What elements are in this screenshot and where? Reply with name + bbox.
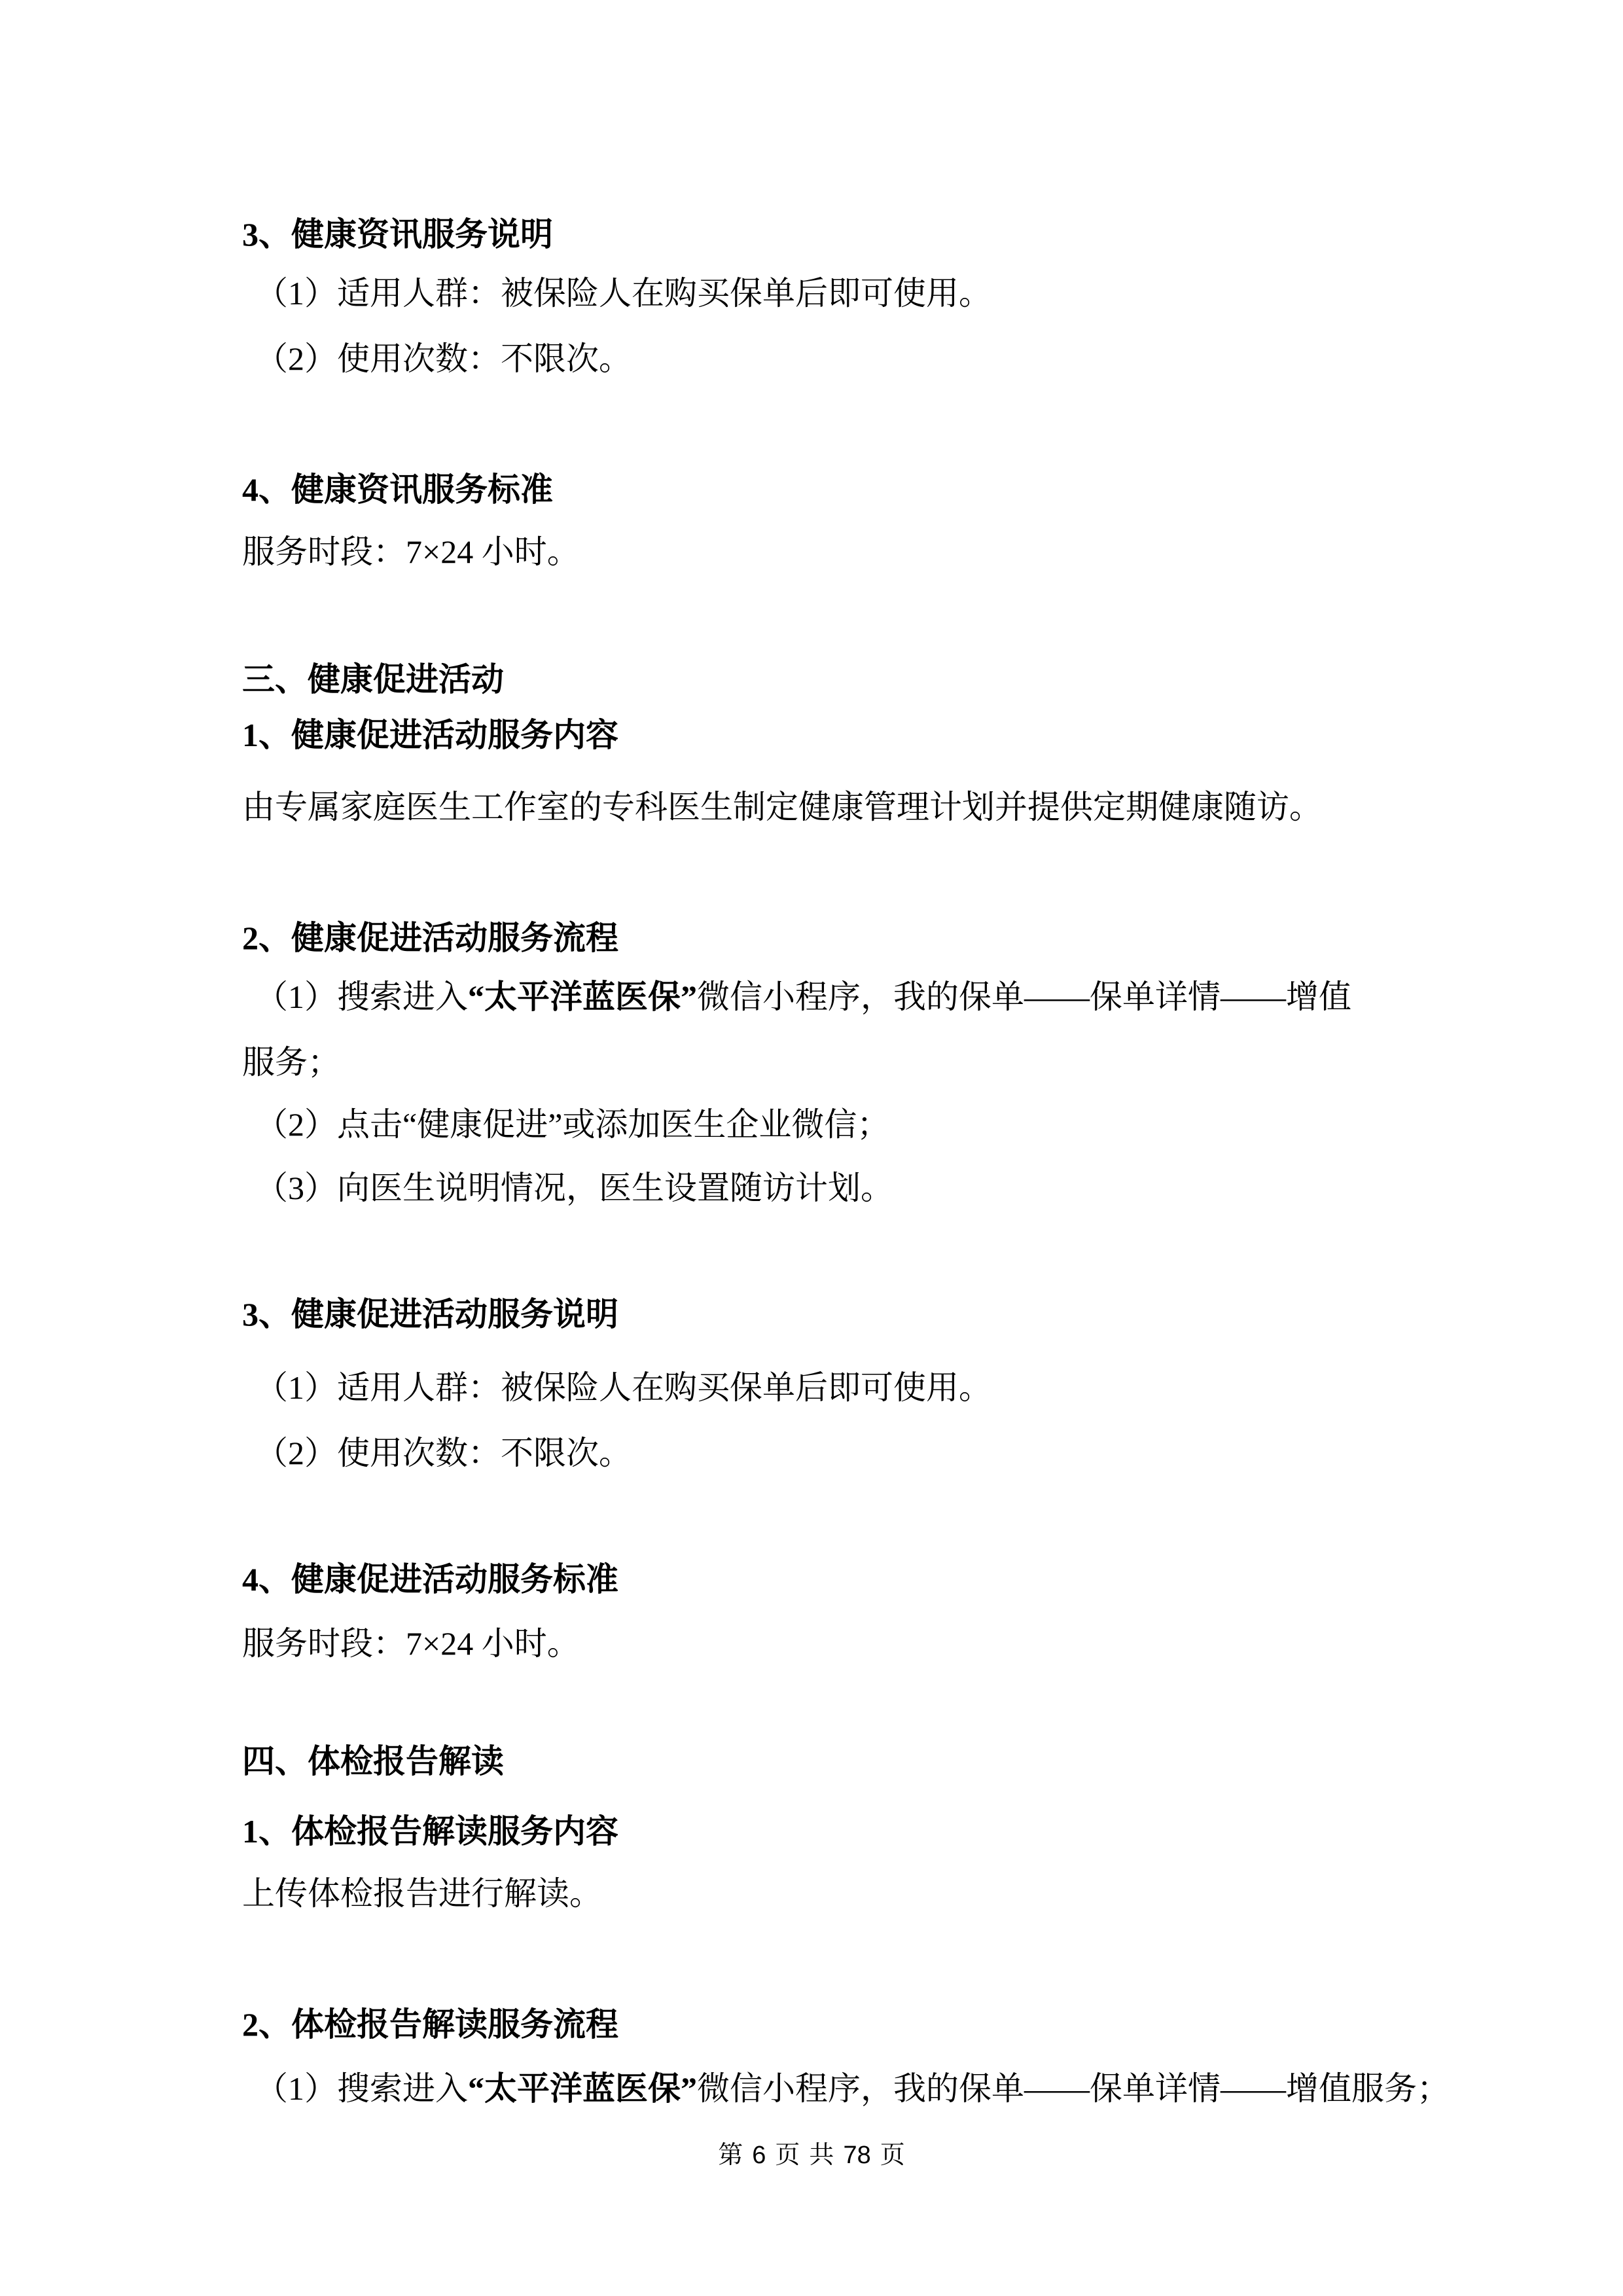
footer-label-di: 第 [718, 2142, 743, 2169]
heading-section-report-interpretation: 四、体检报告解读 [242, 1743, 504, 1780]
para-usage-times-2: （2）使用次数：不限次。 [255, 1435, 632, 1471]
step-text-pre: （1）搜索进入 [255, 978, 468, 1015]
heading-section-health-promotion: 三、健康促进活动 [242, 661, 504, 698]
heading-health-info-service-notes: 3、健康资讯服务说明 [242, 216, 553, 253]
footer-label-gong: 共 [809, 2142, 834, 2169]
page-number: 6 [752, 2142, 766, 2169]
para-flow-step-3: （3）向医生说明情况，医生设置随访计划。 [255, 1170, 893, 1206]
heading-promotion-service-notes: 3、健康促进活动服务说明 [242, 1296, 618, 1333]
footer-label-ye1: 页 [775, 2142, 800, 2169]
brand-name: “太平洋蓝医保” [468, 2070, 697, 2107]
para-service-hours: 服务时段：7×24 小时。 [242, 533, 580, 570]
para-usage-times: （2）使用次数：不限次。 [255, 340, 632, 377]
heading-report-service-flow: 2、体检报告解读服务流程 [242, 2006, 618, 2043]
heading-promotion-service-content: 1、健康促进活动服务内容 [242, 717, 618, 753]
brand-name: “太平洋蓝医保” [468, 978, 697, 1015]
para-applicable-people: （1）适用人群：被保险人在购买保单后即可使用。 [255, 275, 991, 312]
heading-report-service-content: 1、体检报告解读服务内容 [242, 1813, 618, 1850]
total-pages: 78 [843, 2142, 871, 2169]
step-text-post: 微信小程序，我的保单——保单详情——增值 [697, 978, 1351, 1015]
para-report-flow-step-1 [255, 2070, 1450, 2108]
heading-promotion-service-flow: 2、健康促进活动服务流程 [242, 920, 618, 956]
para-report-content: 上传体检报告进行解读。 [242, 1875, 602, 1912]
footer-label-ye2: 页 [880, 2142, 905, 2169]
step-text-post: 微信小程序，我的保单——保单详情——增值服务； [697, 2070, 1450, 2107]
para-flow-step-2: （2）点击“健康促进”或添加医生企业微信； [255, 1106, 890, 1143]
para-flow-step-1 [255, 978, 1351, 1016]
para-flow-step-1-cont: 服务； [242, 1044, 340, 1081]
heading-health-info-service-standard: 4、健康资讯服务标准 [242, 471, 553, 508]
para-applicable-people-2: （1）适用人群：被保险人在购买保单后即可使用。 [255, 1369, 991, 1406]
page-footer [0, 2142, 1623, 2170]
para-promotion-content: 由专属家庭医生工作室的专科医生制定健康管理计划并提供定期健康随访。 [242, 789, 1322, 825]
step-text-pre: （1）搜索进入 [255, 2070, 468, 2107]
heading-promotion-service-standard: 4、健康促进活动服务标准 [242, 1561, 618, 1598]
para-service-hours-2: 服务时段：7×24 小时。 [242, 1625, 580, 1662]
